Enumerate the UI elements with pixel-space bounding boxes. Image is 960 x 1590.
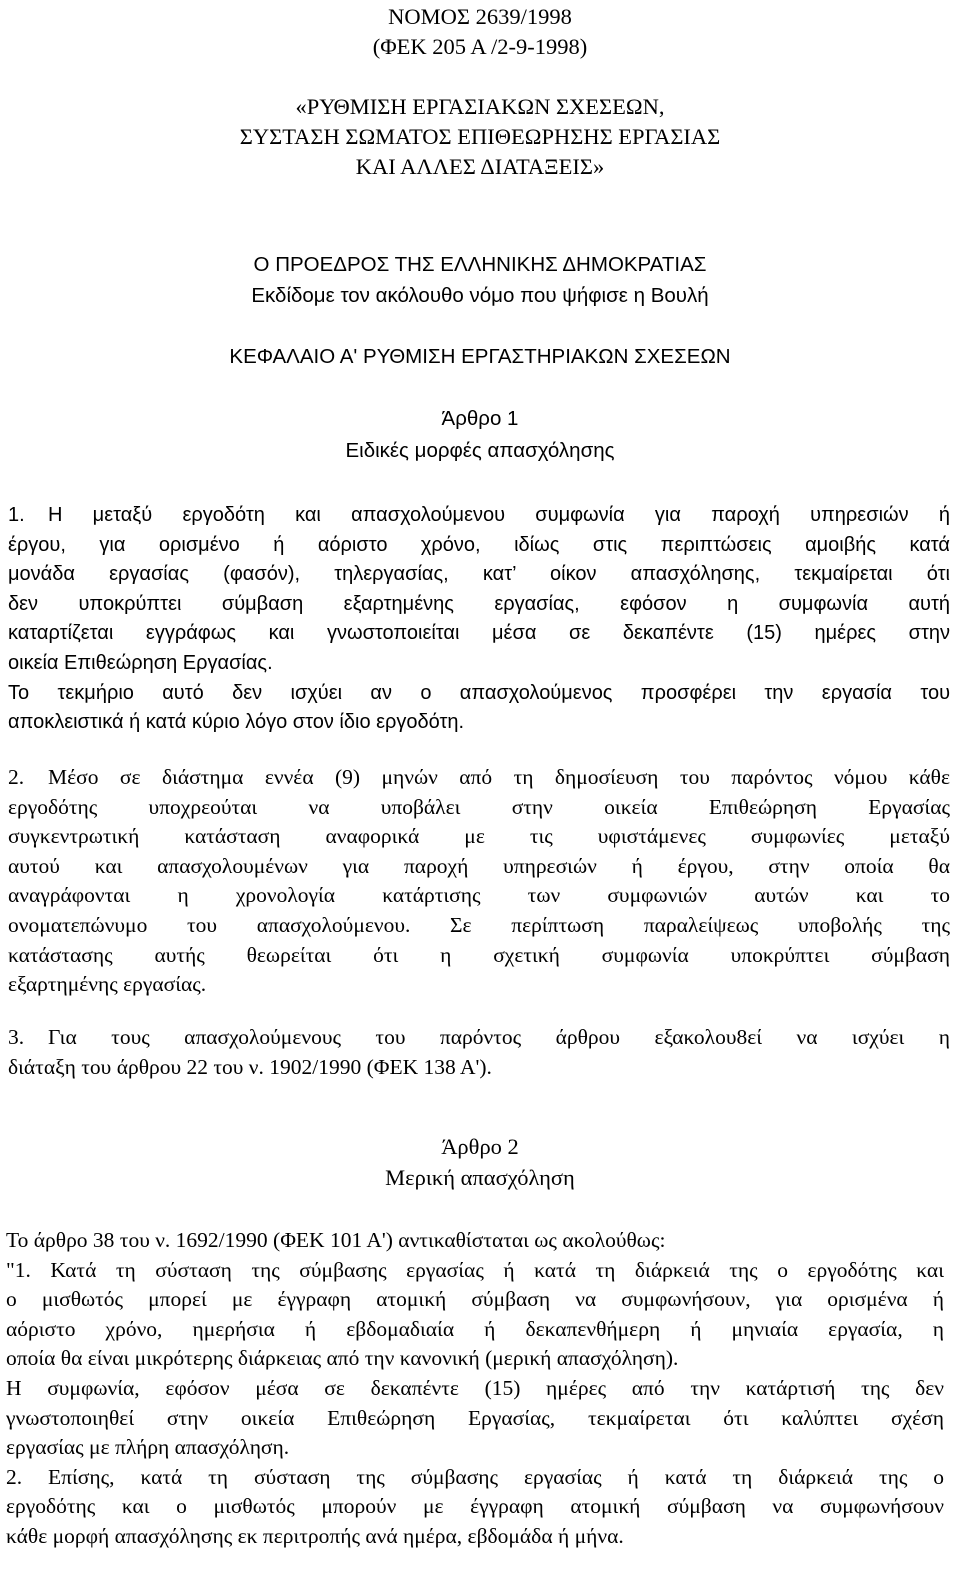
text-line: εξαρτημένης εργασίας. xyxy=(8,972,207,997)
text-line: γνωστοποιηθεί στην οικεία Επιθεώρηση Εργασίας, τεκμαίρεται ότι καλύπτει σχέση xyxy=(6,1405,944,1430)
text-line: Η μεταξύ εργοδότη και απασχολούμενου συμφωνία για παροχή υπηρεσιών ή xyxy=(48,504,950,526)
text-line: κατάστασης αυτής θεωρείται ότι η σχετική συμφωνία υποκρύπτει σύμβαση xyxy=(8,942,950,967)
text-line: Το τεκμήριο αυτό δεν ισχύει αν ο απασχολούμενος προσφέρει την εργασία του xyxy=(8,681,950,704)
law-title-line: ΚΑΙ ΑΛΛΕΣ ΔΙΑΤΑΞΕΙΣ» xyxy=(355,154,605,179)
text-line: κάθε μορφή απασχόλησης εκ περιτροπής ανά ημέρα, εβδομάδα ή μήνα. xyxy=(6,1523,624,1548)
text-line: έργου, για ορισμένο ή αόριστο χρόνο, ιδίως στις περιπτώσεις αμοιβής κατά xyxy=(8,533,950,556)
text-line: διάταξη του άρθρου 22 του ν. 1902/1990 (ΦΕΚ 138 Α'). xyxy=(8,1054,492,1079)
text-line: οικεία Επιθεώρηση Εργασίας. xyxy=(8,651,273,674)
paragraph-number: 2. xyxy=(8,765,25,789)
text-line: αυτού και απασχολουμένων για παροχή υπηρεσιών ή έργου, στην οποία θα xyxy=(8,853,950,878)
article-1-paragraph-3 xyxy=(8,1023,950,1082)
article-1-paragraph-2 xyxy=(8,763,950,1000)
law-number: ΝΟΜΟΣ 2639/1998 xyxy=(388,4,572,29)
article-2-subheading: Μερική απασχόληση xyxy=(385,1165,575,1190)
text-line: καταρτίζεται εγγράφως και γνωστοποιείται μέσα σε δεκαπέντε (15) ημέρες στην xyxy=(8,622,950,645)
paragraph-number: 1. xyxy=(8,504,25,526)
text-line: αόριστο χρόνο, ημερήσια ή εβδομαδιαία ή δεκαπενθήμερη ή μηνιαία εργασία, η xyxy=(6,1316,944,1341)
text-line: εργοδότης και ο μισθωτός μπορούν με έγγραφη ατομική σύμβαση να συμφωνήσουν xyxy=(6,1494,944,1519)
text-line: Το άρθρο 38 του ν. 1692/1990 (ΦΕΚ 101 Α') αντικαθίσταται ως ακολούθως: xyxy=(6,1228,666,1252)
chapter-heading: ΚΕΦΑΛΑΙΟ Α' ΡΥΘΜΙΣΗ ΕΡΓΑΣΤΗΡΙΑΚΩΝ ΣΧΕΣΕΩΝ xyxy=(229,345,731,368)
paragraph-number: 3. xyxy=(8,1025,25,1049)
text-line: συγκεντρωτική κατάσταση αναφορικά με τις υφιστάμενες συμφωνίες μεταξύ xyxy=(8,824,950,849)
text-line: δεν υποκρύπτει σύμβαση εξαρτημένης εργασίας, εφόσον η συμφωνία αυτή xyxy=(8,592,950,615)
article-2-body xyxy=(6,1226,944,1552)
text-line: αποκλειστικά ή κατά κύριο λόγο στον ίδιο εργοδότη. xyxy=(8,711,465,734)
article-1-subheading: Ειδικές μορφές απασχόλησης xyxy=(345,439,615,462)
gazette-reference: (ΦΕΚ 205 Α /2-9-1998) xyxy=(372,34,588,59)
text-line: εργασίας με πλήρη απασχόληση. xyxy=(6,1435,290,1460)
article-1-paragraph-1 xyxy=(8,501,950,738)
enactment-clause: Εκδίδομε τον ακόλουθο νόμο που ψήφισε η Βουλή xyxy=(251,284,709,307)
text-line: Μέσο σε διάστημα εννέα (9) μηνών από τη δημοσίευση του παρόντος νόμου κάθε xyxy=(48,765,950,789)
text-line: Για τους απασχολούμενους του παρόντος άρθρου εξακολου8εί να ισχύει η xyxy=(48,1025,950,1049)
text-line: ονοματεπώνυμο του απασχολούμενου. Σε περίπτωση παραλείψεως υποβολής της xyxy=(8,912,950,937)
text-line: ο μισθωτός μπορεί με έγγραφη ατομική σύμβαση να συμφωνήσουν, για ορισμένα ή xyxy=(6,1287,944,1312)
article-1-heading: Άρθρο 1 xyxy=(441,407,519,430)
president-heading: Ο ΠΡΟΕΔΡΟΣ ΤΗΣ ΕΛΛΗΝΙΚΗΣ ΔΗΜΟΚΡΑΤΙΑΣ xyxy=(253,253,707,276)
text-line: μονάδα εργασίας (φασόν), τηλεργασίας, κατ’ οίκον απασχόλησης, τεκμαίρεται ότι xyxy=(8,563,950,586)
article-2-heading: Άρθρο 2 xyxy=(441,1134,519,1159)
text-line: "1. Κατά τη σύσταση της σύμβασης εργασίας ή κατά τη διάρκειά της ο εργοδότης και xyxy=(6,1257,944,1282)
law-title-line: ΣΥΣΤΑΣΗ ΣΩΜΑΤΟΣ ΕΠΙΘΕΩΡΗΣΗΣ ΕΡΓΑΣΙΑΣ xyxy=(239,124,721,149)
law-title-line: «ΡΥΘΜΙΣΗ ΕΡΓΑΣΙΑΚΩΝ ΣΧΕΣΕΩΝ, xyxy=(295,94,665,119)
text-line: εργοδότης υποχρεούται να υποβάλει στην οικεία Επιθεώρηση Εργασίας xyxy=(8,794,950,819)
text-line: Η συμφωνία, εφόσον μέσα σε δεκαπέντε (15) ημέρες από την κατάρτισή της δεν xyxy=(6,1375,944,1400)
text-line: αναγράφονται η χρονολογία κατάρτισης των συμφωνιών αυτών και το xyxy=(8,883,950,908)
text-line: οποία θα είναι μικρότερης διάρκειας από την κανονική (μερική απασχόληση). xyxy=(6,1346,679,1371)
text-line: 2. Επίσης, κατά τη σύσταση της σύμβασης εργασίας ή κατά τη διάρκειά της ο xyxy=(6,1464,944,1489)
